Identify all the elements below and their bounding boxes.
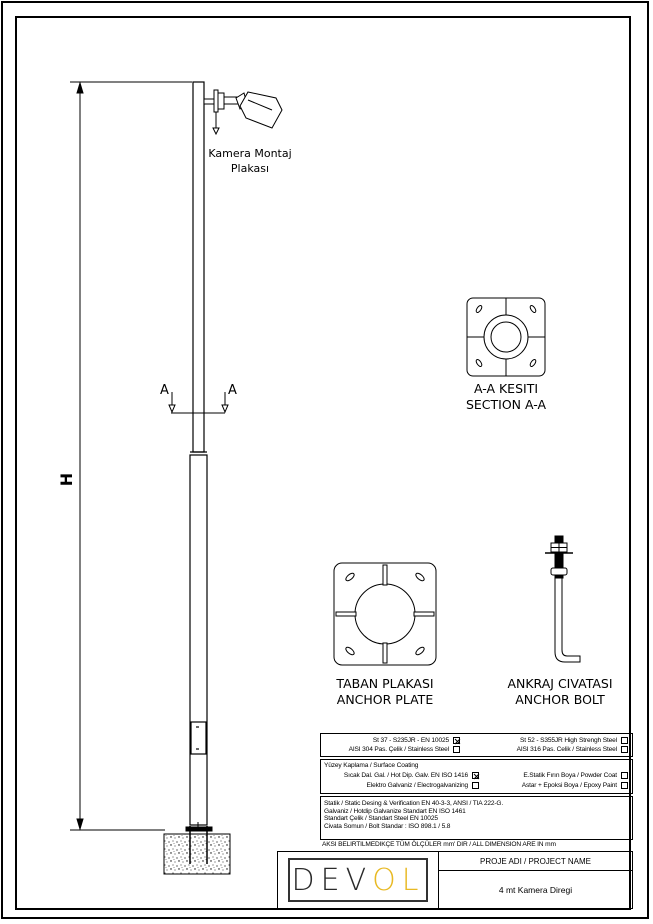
dimension-note: AKSI BELIRTILMEDIKÇE TÜM ÖLÇÜLER mm' DIR / ALL DIMENSION ARE IN mm <box>322 841 556 848</box>
anchor-plate-label: TABAN PLAKASI ANCHOR PLATE <box>336 676 434 707</box>
camera-icon <box>240 92 282 128</box>
section-aa-detail <box>467 298 545 376</box>
camera-mount <box>204 90 282 134</box>
section-aa-label: A-A KESITI SECTION A-A <box>465 381 547 412</box>
project-name-value: 4 mt Kamera Diregi <box>498 884 573 895</box>
coating-title: Yüzey Kaplama / Surface Coating <box>324 762 419 769</box>
coating-option-powder: E.Statik Fırın Boya / Powder Coat <box>523 772 628 779</box>
concrete-foundation <box>164 822 230 874</box>
checkbox-empty-icon <box>621 746 628 753</box>
section-marker-right: A <box>228 383 237 398</box>
standard-line: Civata Somun / Bolt Standar : ISO 898.1 / 5.8 <box>324 822 451 830</box>
checkbox-checked-icon <box>453 737 460 744</box>
coating-option-electro: Elektro Galvaniz / Electrogalvanizing <box>367 782 479 789</box>
height-dimension <box>70 82 192 830</box>
standards-box <box>320 796 633 840</box>
checkbox-empty-icon <box>621 772 628 779</box>
material-option-st52: St 52 - S355JR High Strengh Steel <box>520 737 628 744</box>
logo-cell <box>278 852 439 908</box>
checkbox-empty-icon <box>621 782 628 789</box>
checkbox-checked-icon <box>472 772 479 779</box>
material-option-st37: St 37 - S235JR - EN 10025 <box>373 737 460 744</box>
anchor-plate-detail <box>334 563 436 665</box>
coating-option-epoxy: Astar + Epoksi Boya / Epoxy Paint <box>522 782 628 789</box>
pole <box>190 82 207 825</box>
standard-line: Galvaniz / Hotdip Galvanize Standart EN ISO 1461 <box>324 807 466 815</box>
project-info-cell <box>439 852 632 908</box>
material-option-aisi316: AISI 316 Pas. Celik / Stainless Steel <box>517 746 628 753</box>
height-dimension-label: H <box>57 472 77 487</box>
title-block <box>277 851 633 909</box>
material-spec-box <box>320 733 633 757</box>
standard-line: Statik / Static Desing & Verification EN 40-3-3, ANSI / TIA 222-G. <box>324 800 504 807</box>
coating-option-hot-dip: Sıcak Dal. Gal. / Hot Dip. Galv. EN ISO 1416 <box>344 772 479 779</box>
coating-spec-box <box>320 759 633 794</box>
project-name-header: PROJE ADI / PROJECT NAME <box>439 852 632 871</box>
anchor-bolt-detail <box>545 536 580 662</box>
checkbox-empty-icon <box>453 746 460 753</box>
checkbox-empty-icon <box>621 737 628 744</box>
camera-mount-label: Kamera Montaj Plakası <box>208 147 292 175</box>
anchor-bolt-label: ANKRAJ CIVATASI ANCHOR BOLT <box>507 676 613 707</box>
checkbox-empty-icon <box>472 782 479 789</box>
company-logo: DEV OL <box>288 858 428 902</box>
standard-line: Standart Çelik / Standart Steel EN 10025 <box>324 815 438 823</box>
material-option-aisi304: AISI 304 Pas. Çelik / Stainless Steel <box>349 746 460 753</box>
section-marker-left: A <box>160 383 169 398</box>
